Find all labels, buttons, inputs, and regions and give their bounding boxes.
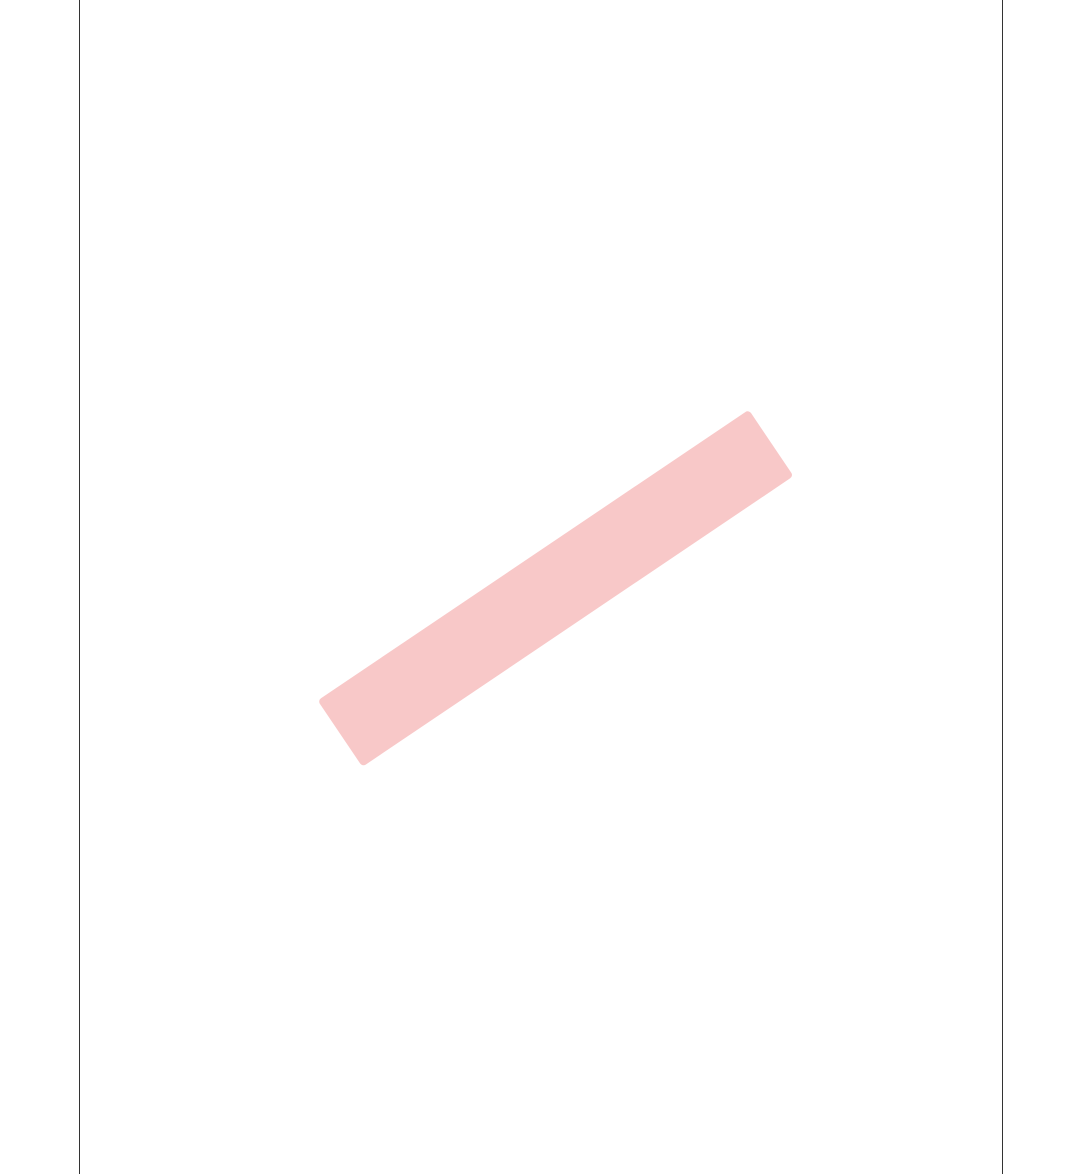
contact-table: [79, 0, 1003, 1174]
